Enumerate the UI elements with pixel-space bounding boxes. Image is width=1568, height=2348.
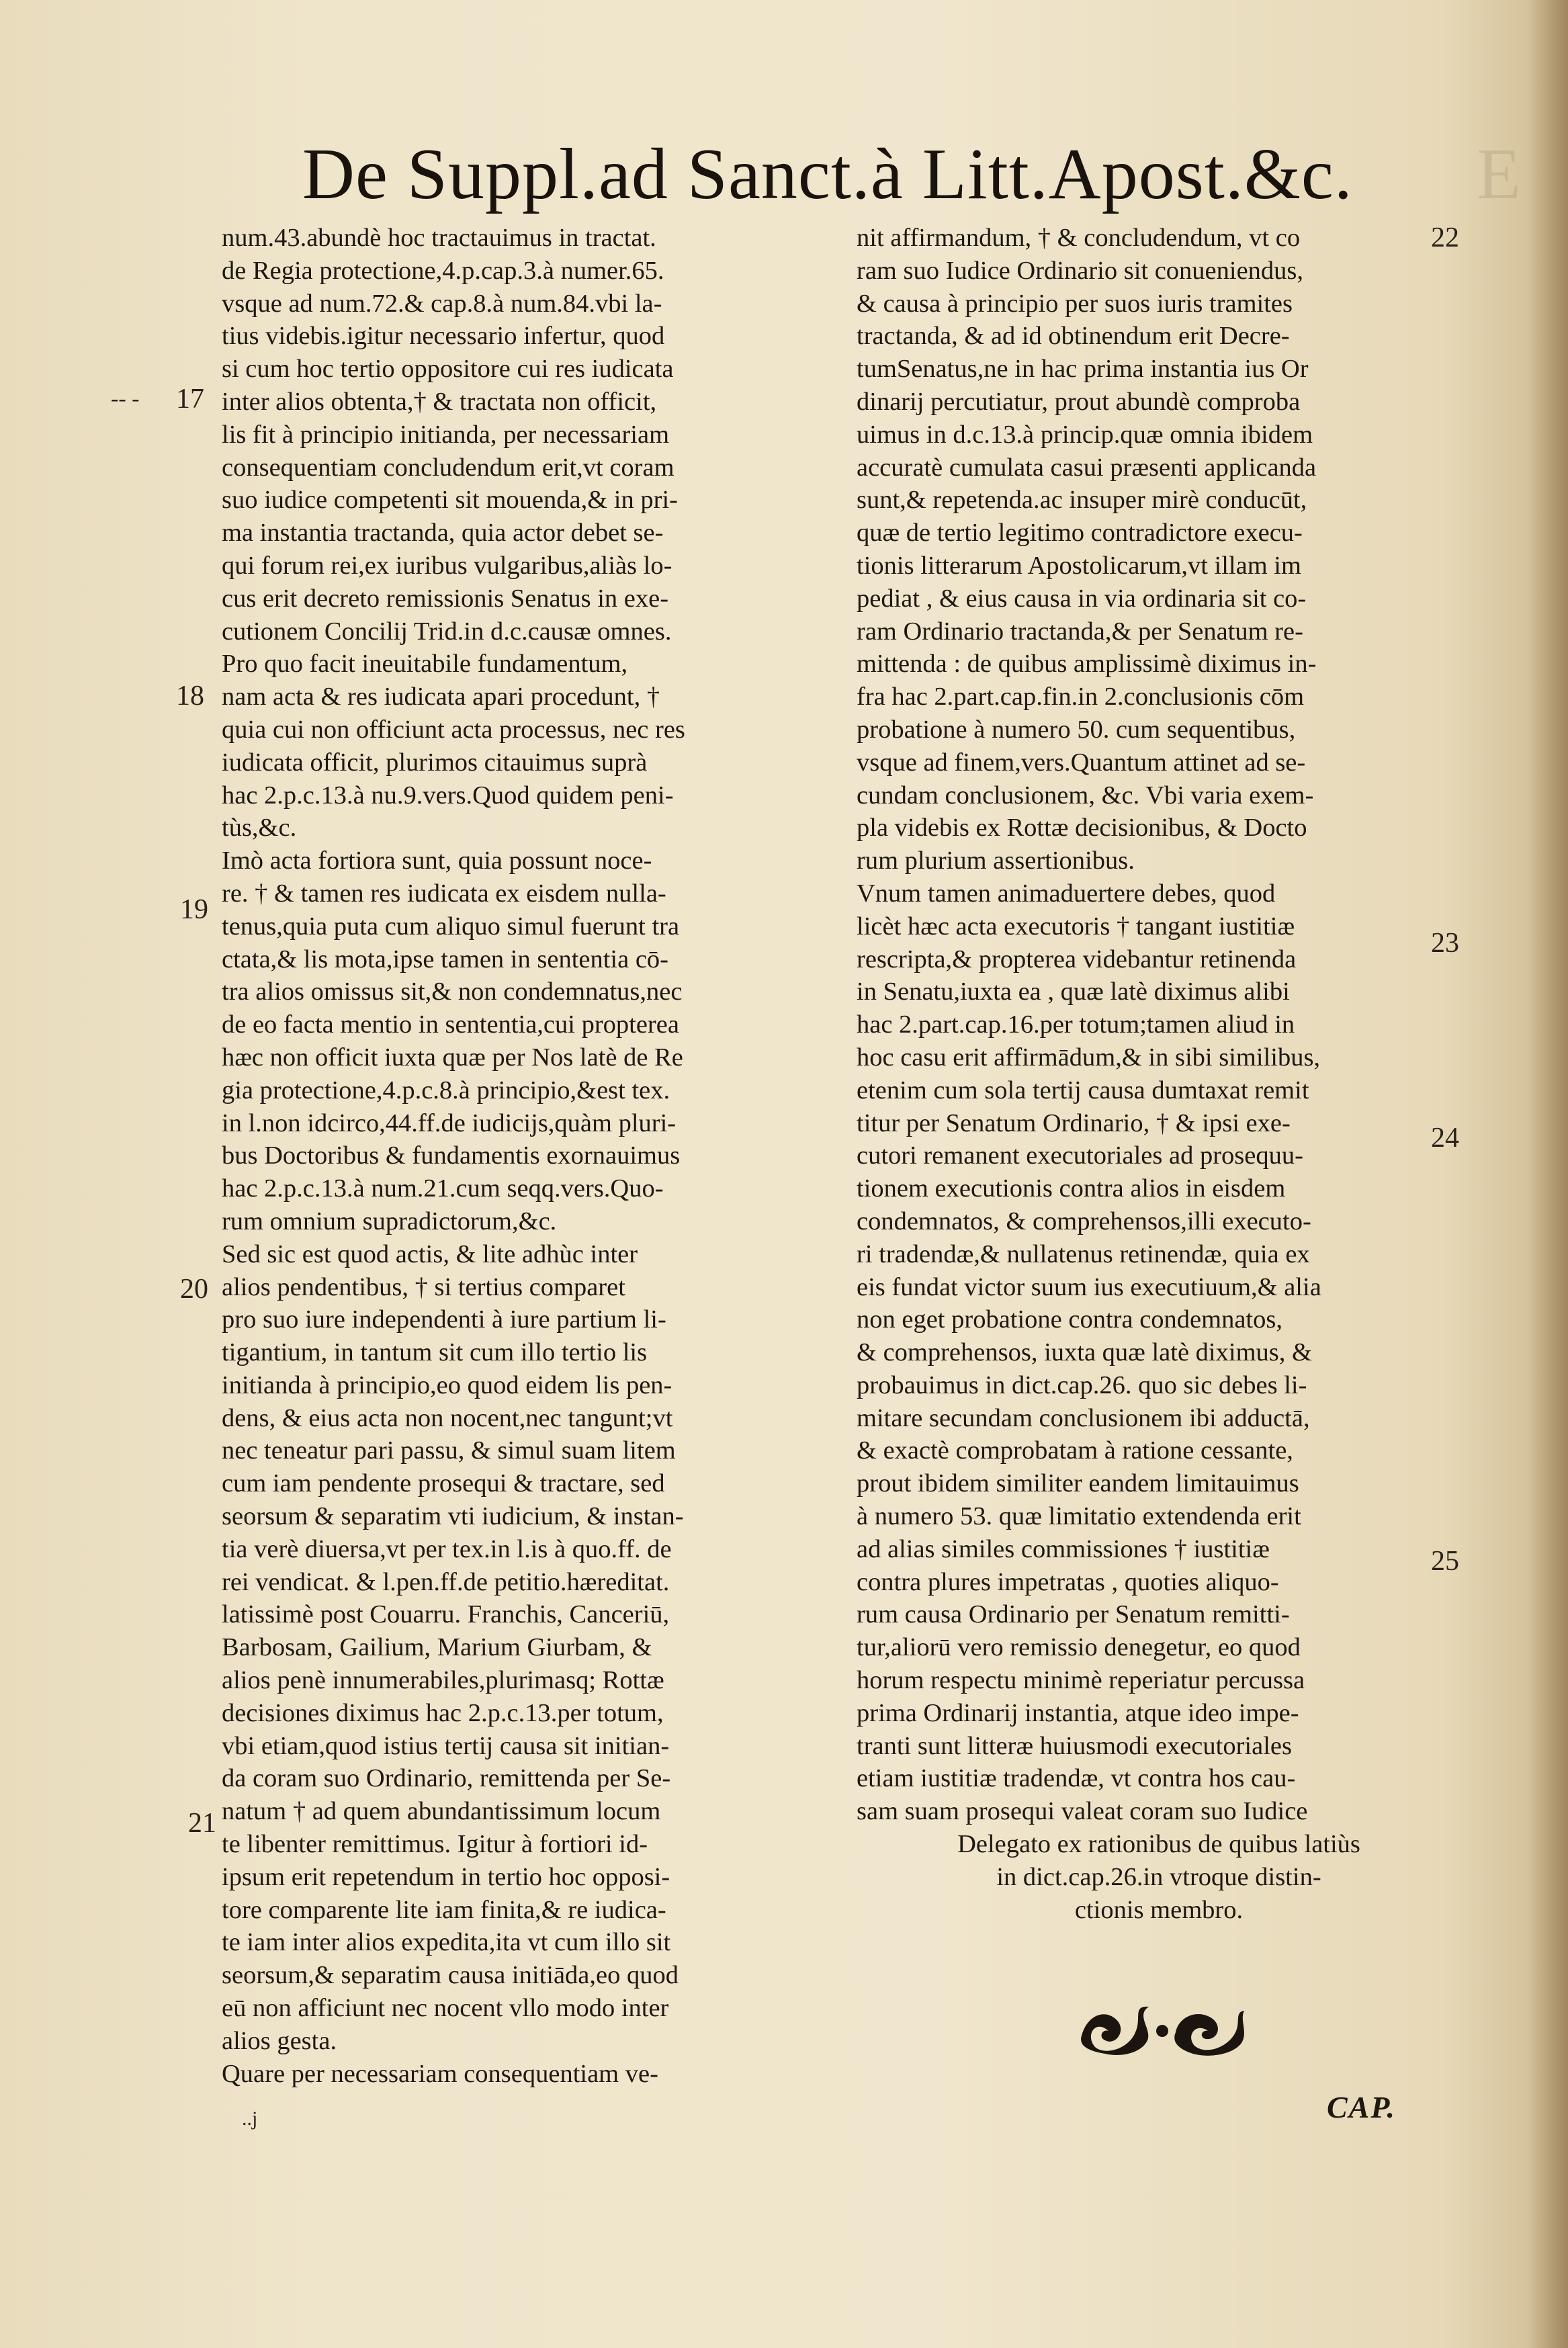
left-text-line: latissimè post Couarru. Franchis, Canceriū, [222,1600,670,1629]
margin-number-23: 23 [1431,928,1459,959]
left-text-line: nec teneatur pari passu, & simul suam litem [222,1436,676,1465]
left-text-line: Pro quo facit ineuitabile fundamentum, [222,650,628,679]
right-text-line: ri tradendæ,& nullatenus retinendæ, quia ex [857,1240,1310,1268]
right-text-line: horum respectu minimè reperiatur percussa [857,1666,1305,1695]
left-text-line: natum † ad quem abundantissimum locum [222,1797,661,1826]
right-text-line: mitare secundam conclusionem ibi adductā, [857,1403,1310,1432]
margin-number-22: 22 [1431,222,1459,253]
left-text-line: hæc non officit iuxta quæ per Nos latè de Re [222,1043,683,1072]
right-text-line: tionis litterarum Apostolicarum,vt illam im [857,551,1301,580]
left-text-line: inter alios obtenta,† & tractata non officit, [222,387,657,416]
left-text-line: hac 2.p.c.13.à num.21.cum seqq.vers.Quo- [222,1174,664,1203]
catchword: CAP. [1327,2090,1397,2124]
left-text-line: tigantium, in tantum sit cum illo tertio lis [222,1338,648,1367]
left-text-line: ma instantia tractanda, quia actor debet se- [222,519,664,548]
left-text-line: cum iam pendente prosequi & tractare, sed [222,1469,665,1498]
left-text-column [222,222,826,2090]
running-head: De Suppl.ad Sanct.à Litt.Apost.&c. [302,134,1353,214]
left-text-line: seorsum,& separatim causa initiāda,eo quod [222,1961,679,1990]
right-text-line: & comprehensos, iuxta quæ latè diximus, & [857,1338,1312,1367]
right-text-line: sunt,& repetenda.ac insuper mirè conducūt, [857,486,1307,515]
margin-number-20: 20 [180,1274,208,1305]
left-text-line: vbi etiam,quod istius tertij causa sit initian- [222,1731,670,1760]
right-text-line: tionem executionis contra alios in eisdem [857,1174,1286,1203]
margin-number-24: 24 [1431,1123,1459,1154]
right-text-line: à numero 53. quæ limitatio extendenda erit [857,1502,1301,1531]
left-text-line: Sed sic est quod actis, & lite adhùc inter [222,1240,638,1268]
left-text-line: Barbosam, Gailium, Marium Giurbam, & [222,1633,652,1662]
left-text-line: te iam inter alios expedita,ita vt cum illo sit [222,1928,671,1957]
margin-number-19: 19 [180,894,208,925]
left-text-line: cus erit decreto remissionis Senatus in exe- [222,584,669,613]
right-text-line: etenim cum sola tertij causa dumtaxat remit [857,1076,1309,1104]
right-text-line: uimus in d.c.13.à princip.quæ omnia ibidem [857,420,1313,449]
left-text-line: si cum hoc tertio oppositore cui res iudicata [222,355,674,384]
left-text-line: nam acta & res iudicata apari procedunt, † [222,683,660,711]
left-text-line: da coram suo Ordinario, remittenda per Se- [222,1764,671,1793]
right-text-line: nit affirmandum, † & concludendum, vt co [857,224,1301,252]
right-text-line: rescripta,& propterea videbantur retinenda [857,945,1297,973]
right-text-line: etiam iustitiæ tradendæ, vt contra hos cau- [857,1764,1296,1793]
right-text-line: cutori remanent executoriales ad prosequu- [857,1141,1303,1170]
left-text-line: cutionem Concilij Trid.in d.c.causæ omnes. [222,617,672,646]
margin-number-25: 25 [1431,1546,1459,1577]
left-text-line: hac 2.p.c.13.à nu.9.vers.Quod quidem peni- [222,781,674,810]
right-text-line: ram Ordinario tractanda,& per Senatum re- [857,617,1303,646]
left-text-line: alios penè innumerabiles,plurimasq; Rottæ [222,1666,664,1695]
left-text-line: consequentiam concludendum erit,vt coram [222,453,674,482]
margin-number-18: 18 [176,681,204,711]
left-text-line: de Regia protectione,4.p.cap.3.à numer.65. [222,256,664,285]
right-text-line: dinarij percutiatur, prout abundè comproba [857,387,1301,416]
printer-ornament-icon [1068,1999,1256,2059]
left-text-line: tùs,&c. [222,814,297,842]
right-text-line: Vnum tamen animaduertere debes, quod [857,879,1276,908]
right-text-line: condemnatos, & comprehensos,illi executo- [857,1207,1311,1235]
right-text-line: contra plures impetratas , quoties aliquo- [857,1567,1279,1596]
right-text-line: tranti sunt litteræ huiusmodi executoriales [857,1731,1292,1760]
right-text-line: prima Ordinarij instantia, atque ideo impe- [857,1698,1299,1727]
margin-number-17: 17 [176,384,204,415]
margin-number-21: 21 [188,1808,216,1839]
right-text-line: tumSenatus,ne in hac prima instantia ius Or [857,355,1309,384]
left-text-line: tius videbis.igitur necessario infertur, quod [222,322,665,351]
right-text-line: rum causa Ordinario per Senatum remitti- [857,1600,1290,1629]
left-text-line: tenus,quia puta cum aliquo simul fuerunt tra [222,912,680,941]
right-text-line: accuratè cumulata casui præsenti applicanda [857,453,1317,482]
right-text-closing-line: Delegato ex rationibus de quibus latiùs [957,1830,1360,1859]
left-text-line: de eo facta mentio in sententia,cui propterea [222,1010,679,1039]
left-text-line: qui forum rei,ex iuribus vulgaribus,aliàs lo- [222,551,672,580]
right-text-line: hac 2.part.cap.16.per totum;tamen aliud in [857,1010,1295,1039]
left-text-line: in l.non idcirco,44.ff.de iudicijs,quàm pluri- [222,1108,677,1137]
left-text-line: pro suo iure independenti à iure partium li- [222,1305,666,1334]
left-text-line: bus Doctoribus & fundamentis exornauimus [222,1141,681,1170]
left-text-line: re. † & tamen res iudicata ex eisdem nulla- [222,879,666,908]
bottom-mark: ..j [242,2107,258,2130]
left-text-line: ctata,& lis mota,ipse tamen in sententia cō- [222,945,668,973]
right-text-line: eis fundat victor suum ius executiuum,& alia [857,1272,1321,1301]
right-text-line: tractanda, & ad id obtinendum erit Decre- [857,322,1290,351]
left-text-line: Quare per necessariam consequentiam ve- [222,2059,658,2088]
right-text-line: sam suam prosequi valeat coram suo Iudice [857,1797,1308,1826]
right-text-line: probauimus in dict.cap.26. quo sic debes li- [857,1371,1307,1399]
page-spine-shadow [1528,0,1568,2348]
left-text-line: rum omnium supradictorum,&c. [222,1207,557,1235]
right-text-line: tur,aliorū vero remissio denegetur, eo quod [857,1633,1301,1662]
right-text-line: pla videbis ex Rottæ decisionibus, & Docto [857,814,1307,842]
right-text-line: cundam conclusionem, &c. Vbi varia exem- [857,781,1314,810]
left-text-line: eū non afficiunt nec nocent vllo modo inter [222,1994,669,2023]
left-text-line: quia cui non officiunt acta processus, nec res [222,715,685,744]
left-text-line: decisiones diximus hac 2.p.c.13.per totum, [222,1698,664,1727]
right-text-line: vsque ad finem,vers.Quantum attinet ad se- [857,748,1306,777]
right-text-line: ram suo Iudice Ordinario sit conueniendus, [857,256,1304,285]
margin-scribble: -- - [111,386,140,411]
right-text-line: & exactè comprobatam à ratione cessante, [857,1436,1293,1465]
left-text-line: initianda à principio,eo quod eidem lis pen- [222,1371,672,1399]
left-text-line: Imò acta fortiora sunt, quia possunt noce- [222,846,652,875]
right-text-line: pediat , & eius causa in via ordinaria sit co- [857,584,1307,613]
left-text-line: dens, & eius acta non nocent,nec tangunt;vt [222,1403,673,1432]
left-text-line: tore comparente lite iam finita,& re iudica- [222,1895,666,1924]
left-text-line: te libenter remittimus. Igitur à fortiori id- [222,1830,648,1859]
left-text-line: vsque ad num.72.& cap.8.à num.84.vbi la- [222,289,662,318]
left-text-line: tia verè diuersa,vt per tex.in l.is à quo.ff. de [222,1534,672,1563]
right-text-line: prout ibidem similiter eandem limitauimus [857,1469,1299,1498]
right-text-line: licèt hæc acta executoris † tangant iustitiæ [857,912,1295,941]
right-text-closing-line: ctionis membro. [1074,1895,1244,1924]
left-text-line: num.43.abundè hoc tractauimus in tractat. [222,224,656,252]
right-text-line: quæ de tertio legitimo contradictore execu- [857,519,1303,548]
right-text-line: hoc casu erit affirmādum,& in sibi similibus, [857,1043,1321,1072]
right-text-line: titur per Senatum Ordinario, † & ipsi exe- [857,1108,1291,1137]
left-text-line: iudicata officit, plurimos citauimus suprà [222,748,648,777]
left-text-line: alios pendentibus, † si tertius comparet [222,1272,625,1301]
left-text-line: lis fit à principio initianda, per necessariam [222,420,670,449]
right-text-line: mittenda : de quibus amplissimè diximus in- [857,650,1317,679]
right-text-column [857,222,1461,1926]
left-text-line: suo iudice competenti sit mouenda,& in pri- [222,486,678,515]
left-text-line: gia protectione,4.p.c.8.à principio,&est tex. [222,1076,670,1104]
right-text-line: ad alias similes commissiones † iustitiæ [857,1534,1270,1563]
left-text-line: tra alios omissus sit,& non condemnatus,nec [222,977,683,1006]
left-text-line: seorsum & separatim vti iudicium, & instan- [222,1502,684,1531]
left-text-line: ipsum erit repetendum in tertio hoc opposi- [222,1862,670,1891]
left-text-line: alios gesta. [222,2026,337,2055]
right-text-line: rum plurium assertionibus. [857,846,1135,875]
bleed-through-letter: E [1477,134,1521,214]
right-text-line: probatione à numero 50. cum sequentibus, [857,715,1296,744]
right-text-line: in Senatu,iuxta ea , quæ latè diximus alibi [857,977,1290,1006]
right-text-line: fra hac 2.part.cap.fin.in 2.conclusionis cōm [857,683,1305,711]
right-text-line: & causa à principio per suos iuris tramites [857,289,1293,318]
right-text-closing-line: in dict.cap.26.in vtroque distin- [996,1862,1321,1891]
left-text-line: rei vendicat. & l.pen.ff.de petitio.hæreditat. [222,1567,670,1596]
right-text-line: non eget probatione contra condemnatos, [857,1305,1282,1334]
